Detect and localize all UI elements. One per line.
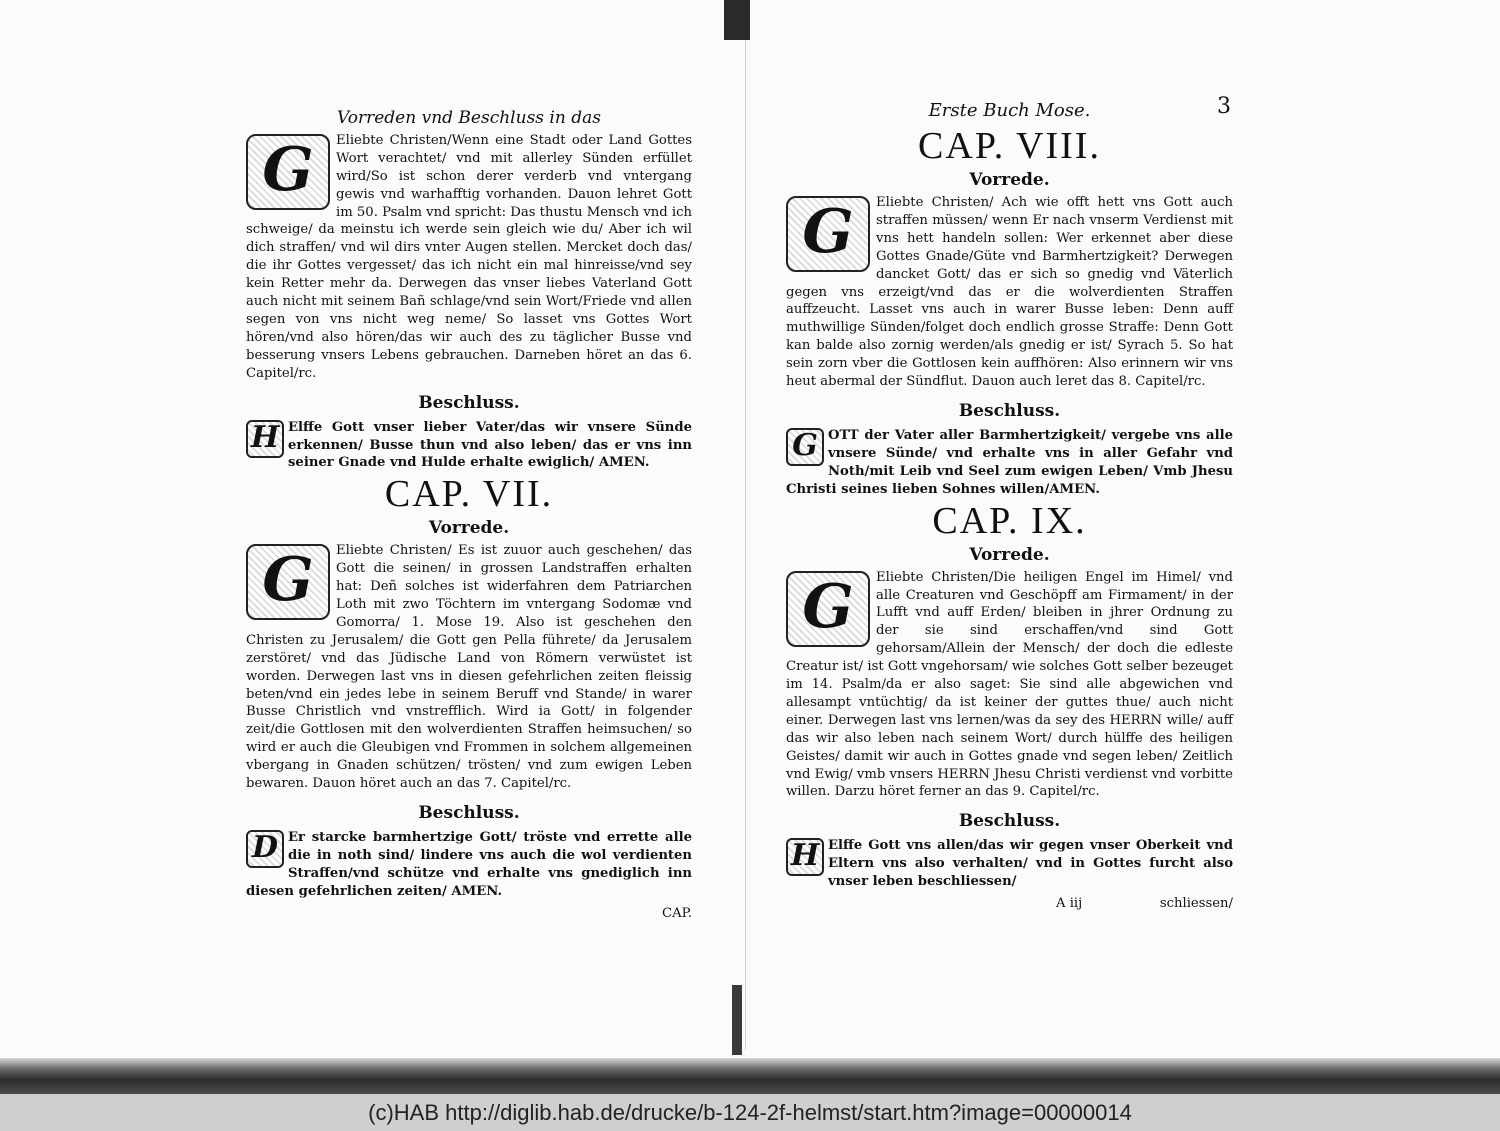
left-running-head: Vorreden vnd Beschluss in das — [337, 108, 601, 128]
left-vorrede-heading: Vorrede. — [428, 518, 510, 539]
left-intro-text: Eliebte Christen/Wenn eine Stadt oder Land Gottes Wort verachtet/ vnd mit allerley Sünden erfüllet wird/So ist schon derer verderb vnd vntergang gewis vnd warhafftig vorhanden. Dauon lehret Gott im 50. Psalm vnd spricht: Das thustu Mensch vnd ich schweige/ da meinstu ich werde sein gleich wie du/ Aber ich wil dich straffen/ vnd wil dirs vnter Augen stellen. Mercket doch das/ die ihr Gottes vergesset/ das ich nicht ein mal hinreisse/vnd sey kein Retter mehr da. Derwegen das vnser liebes Vaterland Gott auch nicht mit seinem Bañ schlage/vnd sein Wort/Friede vnd allen segen von vns nicht weg neme/ So lasset vns Gottes Wort hören/vnd also hören/das wir auch des zu täglicher Busse vnd besserung vnsers Lebens gebrauchen. Darneben höret an das 6. Capitel/rc. — [246, 132, 693, 381]
decorated-initial: H — [786, 838, 824, 876]
decorated-initial: G — [786, 571, 870, 647]
right-beschluss-paragraph-1 — [786, 427, 1233, 499]
left-vorrede-paragraph — [246, 542, 692, 793]
right-catchword: schliessen/ — [1159, 896, 1233, 912]
chapter-heading-viii: CAP. VIII. — [918, 125, 1101, 167]
left-beschluss-text-1: Elffe Gott vnser lieber Vater/das wir vnsere Sünde erkennen/ Busse thun vnd also leben/ das er vns inn seiner Gnade vnd Hulde erhalte ewiglich/ AMEN. — [288, 419, 692, 471]
right-vorrede-heading-2: Vorrede. — [969, 544, 1050, 565]
right-vorrede-text-2: Eliebte Christen/Die heiligen Engel im Himel/ vnd alle Creaturen vnd Geschöpff am Firmament/ in der Lufft vnd auff Erden/ bleiben in jhrer Ordnung zu der sie sind erschaffen/vnd sind Gott gehorsam/Allein der Mensch/ der doch die edleste Creatur ist/ ist Gott vngehorsam/ wie solches Gott selber bezeuget im 14. Psalm/da er also saget: Sie sind alle abgewichen vnd allesampt vntüchtig/ da ist keiner der guttes thue/ auch nicht einer. Derwegen last vns lernen/was da sey des HERRN wille/ auff das wir also leben nach seinem Wort/ durch hülffe des heiligen Geistes/ damit wir auch in Gottes gnade vnd segen leben/ Zeitlich vnd Ewig/ vmb vnsers HERRN Jhesu Christi verdienst vnd vorbitte willen. Darzu höret ferner an das 9. Capitel/rc. — [786, 569, 1233, 800]
left-vorrede-text: Eliebte Christen/ Es ist zuuor auch geschehen/ das Gott die seinen/ in grossen Landstraffen erhalten hat: Deñ solches ist widerfahren dem Patriarchen Loth mit zwo Töchtern im vntergang Sodomæ vnd Gomorra/ 1. Mose 19. Also ist geschehen den Christen zu Jerusalem/ die Gott gen Pella führete/ da Jerusalem zerstöret/ vnd das Jüdische Land von Römern verwüstet ist worden. Derwegen last vns in diesen gefehrlichen zeiten fleissig beten/vnd ein jedes lebe in seinem Beruff vnd Stande/ in warer Busse Christlich vnd vnstrefflich. Wird ia Gott/ in folgender zeit/die Gottlosen mit den wolverdienten Straffen heimsuchen/ so wird er auch die Gleubigen vnd Frommen in solchem allgemeinen vbergang in Gnaden schützen/ trösten/ vnd zum ewigen Leben bewaren. Dauon höret auch an das 7. Capitel/rc. — [246, 543, 692, 792]
decorated-initial: D — [246, 830, 284, 868]
right-head-row — [786, 94, 1233, 124]
decorated-initial: G — [246, 134, 330, 210]
left-beschluss-heading-1: Beschluss. — [418, 392, 520, 413]
scanner-bottom-edge — [0, 1058, 1500, 1094]
right-beschluss-heading-1: Beschluss. — [958, 400, 1061, 421]
signature-mark: A iij — [1056, 896, 1083, 912]
right-beschluss-paragraph-2 — [786, 837, 1233, 891]
right-vorrede-text-1: Eliebte Christen/ Ach wie offt hett vns Gott auch straffen müssen/ wenn Er nach vnserm Verdienst mit vns hett handeln sollen: Wer erkennet aber diese Gottes Gnade/Güte vnd Barmhertzigkeit? Derwegen dancket Gott/ das er sich so gnedig vnd Väterlich gegen vns erzeigt/vnd das er die wolverdienten Straffen auffzeucht. Lasset vns auch in warer Busse leben: Denn auff muthwillige Sünden/folget doch endlich grosse Straffe: Denn Gott kan balde also zornig werden/als gnedig er ist/ Syrach 5. So hat sein zorn vber die Gottlosen kein auffhören: Also erinnern wir vns heut abermal der Sündflut. Dauon auch leret das 8. Capitel/rc. — [786, 195, 1233, 390]
copyright-footer: (c)HAB http://diglib.hab.de/drucke/b-124-2f-helmst/start.htm?image=00000014 — [0, 1094, 1500, 1131]
left-intro-paragraph — [246, 132, 692, 383]
page-number: 3 — [1217, 94, 1231, 119]
right-vorrede-heading-1: Vorrede. — [969, 170, 1050, 190]
decorated-initial: G — [786, 428, 824, 466]
right-signature-row — [786, 895, 1233, 915]
binding-gutter-bottom — [732, 985, 742, 1055]
right-page — [786, 94, 1233, 915]
right-vorrede-paragraph-2 — [786, 569, 1233, 802]
left-catchword-row — [246, 905, 692, 925]
left-beschluss-paragraph-1 — [246, 419, 692, 473]
right-beschluss-heading-2: Beschluss. — [958, 811, 1061, 832]
page-fold-line — [745, 40, 746, 1050]
left-beschluss-heading-2: Beschluss. — [418, 803, 520, 823]
decorated-initial: G — [246, 544, 330, 620]
right-vorrede-paragraph-1 — [786, 194, 1233, 391]
chapter-heading-ix: CAP. IX. — [932, 499, 1087, 542]
left-beschluss-text-2: Er starcke barmhertzige Gott/ tröste vnd errette alle die in noth sind/ lindere vns auch die wol verdienten Straffen/vnd schütze vnd erhalte vns gnediglich inn diesen gefehrlichen zeiten/ AMEN. — [246, 830, 692, 899]
left-catchword: CAP. — [661, 905, 692, 921]
left-beschluss-paragraph-2 — [246, 829, 692, 901]
decorated-initial: H — [246, 420, 284, 458]
left-page — [246, 110, 692, 925]
right-beschluss-text-1: OTT der Vater aller Barmhertzigkeit/ vergebe vns alle vnsere Sünde/ vnd erhalte vns in aller Gefahr vnd Noth/mit Leib vnd Seel zum ewigen Leben/ Vmb Jhesu Christi seines lieben Sohnes willen/AMEN. — [786, 427, 1233, 497]
decorated-initial: G — [786, 196, 870, 272]
binding-gutter-top — [724, 0, 750, 40]
right-beschluss-text-2: Elffe Gott vns allen/das wir gegen vnser Oberkeit vnd Eltern vns also verhalten/ vnd in Gottes furcht also vnser leben beschliessen/ — [828, 838, 1233, 890]
chapter-heading-vii: CAP. VII. — [384, 473, 554, 516]
right-running-head: Erste Buch Mose. — [928, 100, 1091, 121]
